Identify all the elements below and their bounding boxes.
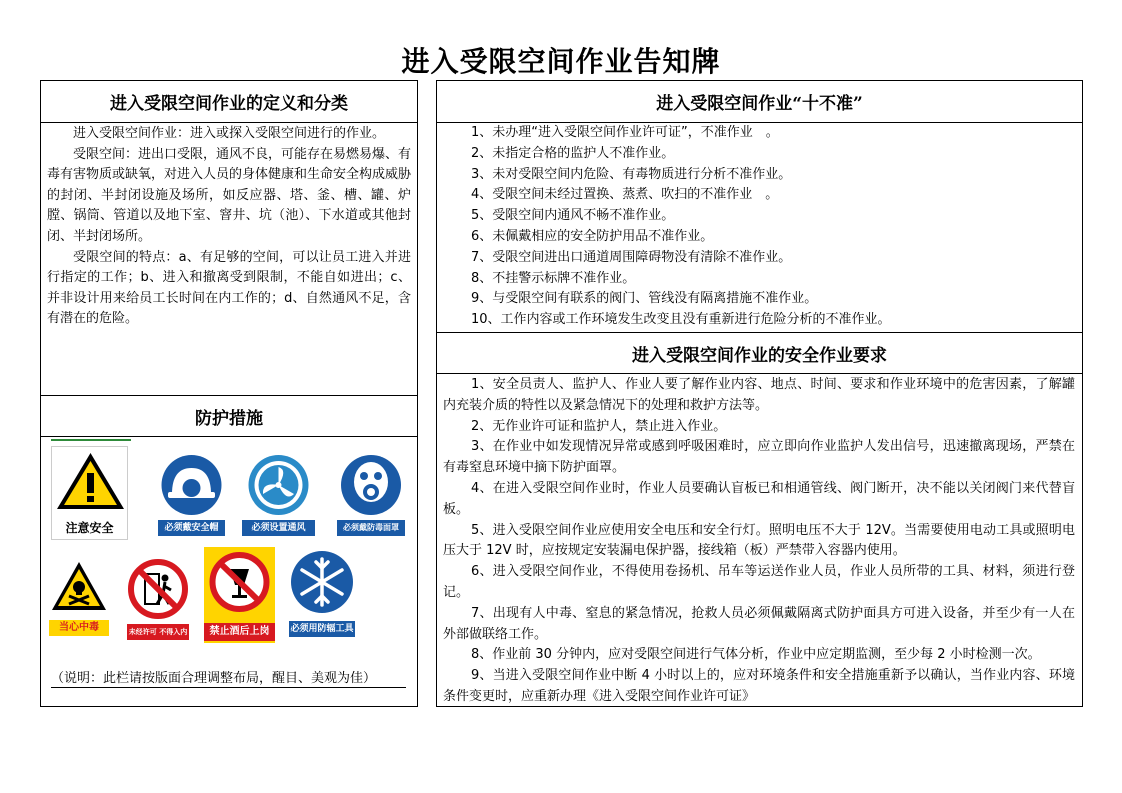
list-item: 4、在进入受限空间作业时，作业人员要确认盲板已和相通管线、阀门断开，决不能以关闭阀门来代替盲板。 (443, 480, 1075, 517)
sign-poison (49, 558, 109, 638)
sign-helmet (158, 452, 225, 538)
list-item: 2、未指定合格的监护人不准作业。 (471, 145, 675, 161)
list-item: 8、不挂警示标牌不准作业。 (471, 270, 636, 286)
definition-paragraph: 进入受限空间作业：进入或探入受限空间进行的作业。 (73, 126, 386, 141)
list-item: 9、当进入受限空间作业中断 4 小时以上的，应对环境条件和安全措施重新予以确认，当作业内容、环境条件变更时，应重新办理《进入受限空间作业许可证》 (443, 668, 1075, 704)
sign-label: 注意安全 (65, 521, 114, 535)
warning-icon (52, 447, 129, 517)
poison-icon (49, 558, 109, 614)
list-item: 5、受限空间内通风不畅不准作业。 (471, 208, 675, 224)
list-item: 7、受限空间进出口通道周围障碍物没有清除不准作业。 (471, 249, 792, 265)
list-item: 3、未对受限空间内危险、有毒物质进行分析不准作业。 (471, 166, 792, 182)
green-line (51, 439, 131, 441)
no-entry-icon (127, 558, 189, 620)
sign-label: 必须戴防毒面罩 (337, 520, 405, 536)
sign-no-drinking (204, 547, 275, 643)
sign-label: 当心中毒 (49, 620, 109, 636)
sign-label: 未经许可 不得入内 (127, 624, 189, 640)
protection-header: 防护措施 (41, 395, 417, 437)
sign-no-entry (127, 558, 189, 642)
list-item: 10、工作内容或工作环境发生改变且没有重新进行危险分析的不准作业。 (471, 312, 891, 328)
antifreeze-icon (289, 547, 355, 617)
ventilation-icon (242, 452, 315, 518)
definition-paragraph: 受限空间：进出口受限，通风不良，可能存在易燃易爆、有毒有害物质或缺氧，对进入人员的身体健康和生命安全构成威胁的封闭、半封闭设施及场所，如反应器、塔、釜、槽、罐、炉膛、锅筒、管道以及地下室、窨井、坑（池）、下水道或其他封闭、半封闭场所。 (47, 146, 412, 244)
layout-note: （说明：此栏请按版面合理调整布局，醒目、美观为佳） (51, 667, 406, 688)
no-drinking-icon (204, 547, 275, 617)
requirements-list (443, 375, 1075, 708)
list-item: 1、未办理“进入受限空间作业许可证”，不准作业 。 (471, 125, 779, 140)
list-item: 2、无作业许可证和监护人，禁止进入作业。 (471, 418, 727, 434)
gas-mask-icon (337, 452, 405, 518)
list-item: 6、未佩戴相应的安全防护用品不准作业。 (471, 228, 714, 244)
list-item: 8、作业前 30 分钟内，应对受限空间进行气体分析，作业中应定期监测，至少每 2 小时检测一次。 (471, 647, 1041, 663)
sign-label: 必须戴安全帽 (158, 520, 225, 536)
definition-text (47, 124, 411, 330)
sign-antifreeze (289, 547, 355, 639)
page-title: 进入受限空间作业告知牌 (401, 45, 721, 78)
sign-label: 必须用防辐工具 (289, 621, 355, 637)
sign-label: 禁止酒后上岗 (204, 623, 275, 641)
helmet-icon (158, 452, 225, 518)
definition-header: 进入受限空间作业的定义和分类 (41, 81, 417, 123)
list-item: 4、受限空间未经过置换、蒸煮、吹扫的不准作业 。 (471, 187, 779, 203)
list-item: 3、在作业中如发现情况异常或感到呼吸困难时，应立即向作业监护人发出信号，迅速撤离现场，严禁在有毒窒息环境中摘下防护面罩。 (443, 439, 1075, 476)
sign-caution (51, 446, 128, 540)
sign-gas-mask (337, 452, 405, 538)
list-item: 1、安全员责人、监护人、作业人要了解作业内容、地点、时间、要求和作业环境中的危害因素，了解罐内充装介质的特性以及紧急情况下的处理和救护方法等。 (443, 377, 1075, 413)
requirements-header: 进入受限空间作业的安全作业要求 (437, 332, 1082, 374)
ten-rules-header: 进入受限空间作业“十不准” (437, 81, 1082, 123)
right-panel (436, 80, 1083, 707)
list-item: 5、进入受限空间作业应使用安全电压和安全行灯。照明电压不大于 12V。当需要使用电动工具或照明电压大于 12V 时，应按规定安装漏电保护器，接线箱（板）严禁带入容器内使用。 (443, 522, 1075, 559)
list-item: 9、与受限空间有联系的阀门、管线没有隔离措施不准作业。 (471, 291, 818, 307)
sign-ventilation (242, 452, 315, 538)
definition-paragraph: 受限空间的特点：a、有足够的空间，可以让员工进入并进行指定的工作；b、进入和撤离受到限制，不能自如进出；c、并非设计用来给员工长时间在内工作的；d、自然通风不足，含有潜在的危险。 (47, 249, 411, 327)
ten-rules-list (443, 123, 1075, 331)
list-item: 7、出现有人中毒、窒息的紧急情况，抢救人员必须佩戴隔离式防护面具方可进入设备，并至少有一人在外部做联络工作。 (443, 605, 1075, 642)
sign-label: 必须设置通风 (242, 520, 315, 536)
left-panel (40, 80, 418, 707)
list-item: 6、进入受限空间作业，不得使用卷扬机、吊车等运送作业人员，作业人员所带的工具、材料，须进行登记。 (443, 564, 1075, 600)
